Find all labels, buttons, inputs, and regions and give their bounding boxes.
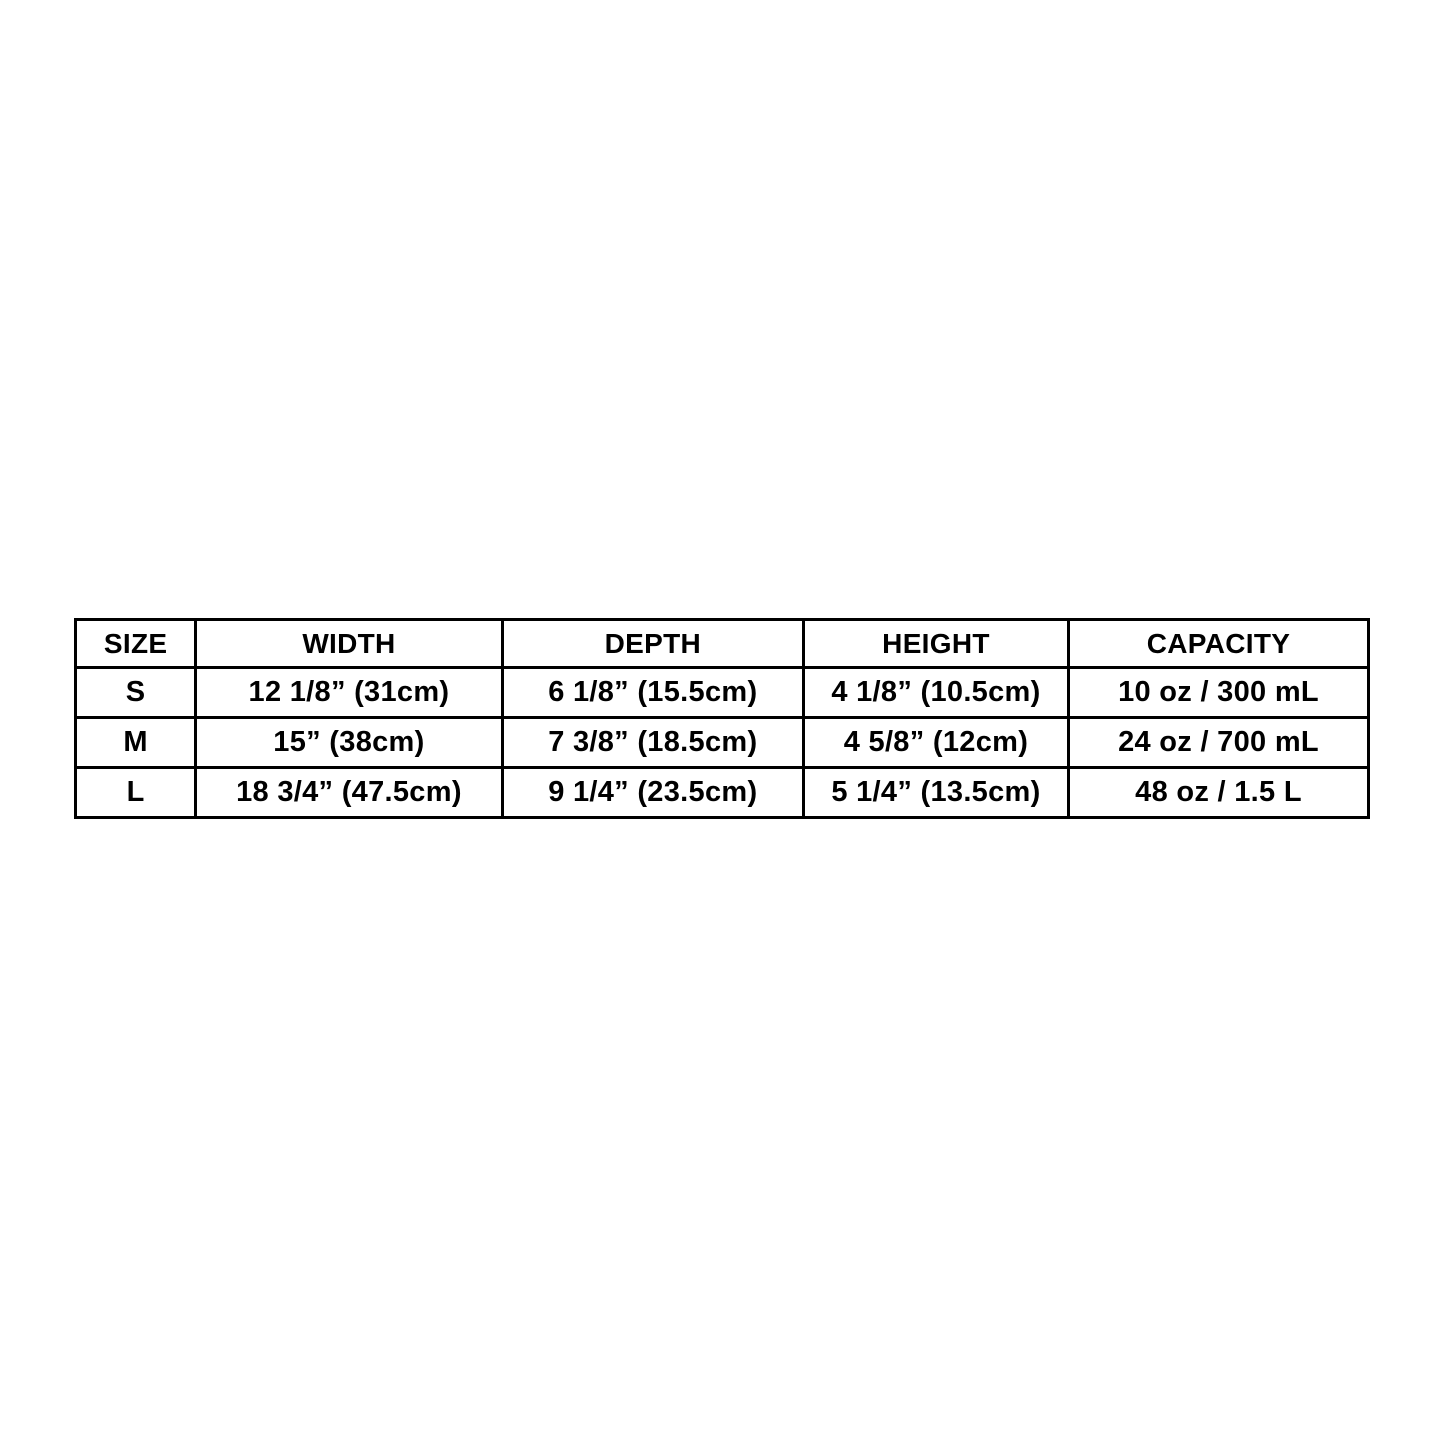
table-header-row [76,620,1369,668]
cell-depth: 6 1/8” (15.5cm) [502,668,803,718]
table-row [76,668,1369,718]
column-header-size: SIZE [76,620,196,668]
cell-capacity: 24 oz / 700 mL [1069,718,1369,768]
table-row [76,718,1369,768]
cell-height: 4 1/8” (10.5cm) [803,668,1068,718]
column-header-height: HEIGHT [803,620,1068,668]
table-row [76,768,1369,818]
size-chart-container [74,618,1370,819]
table-body [76,668,1369,818]
cell-size: M [76,718,196,768]
cell-width: 18 3/4” (47.5cm) [196,768,502,818]
cell-height: 5 1/4” (13.5cm) [803,768,1068,818]
column-header-capacity: CAPACITY [1069,620,1369,668]
column-header-depth: DEPTH [502,620,803,668]
cell-height: 4 5/8” (12cm) [803,718,1068,768]
column-header-width: WIDTH [196,620,502,668]
cell-width: 12 1/8” (31cm) [196,668,502,718]
cell-capacity: 48 oz / 1.5 L [1069,768,1369,818]
cell-capacity: 10 oz / 300 mL [1069,668,1369,718]
cell-depth: 7 3/8” (18.5cm) [502,718,803,768]
cell-size: S [76,668,196,718]
cell-width: 15” (38cm) [196,718,502,768]
table-header [76,620,1369,668]
size-chart-table [74,618,1370,819]
cell-depth: 9 1/4” (23.5cm) [502,768,803,818]
cell-size: L [76,768,196,818]
